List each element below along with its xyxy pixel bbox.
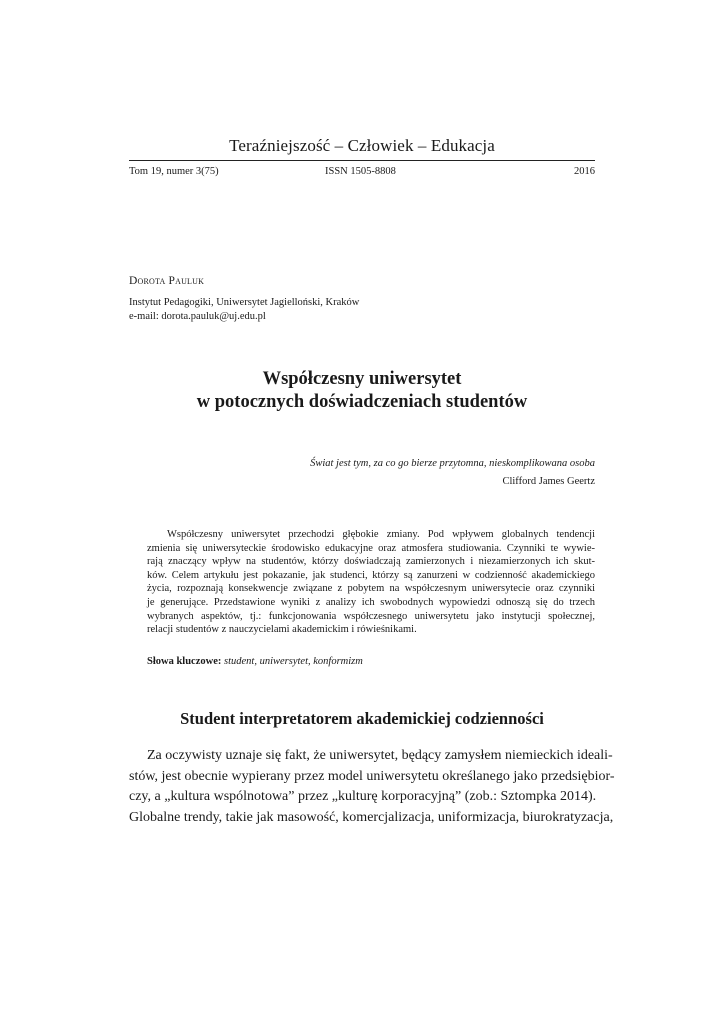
- body-line: czy, a „kultura wspólnotowa” przez „kulturę korporacyjną” (zob.: Sztompka 2014).: [129, 789, 597, 804]
- abstract-line: wybranych aspektów, tj.: funkcjonowania współczesnego uniwersytetu jako instytucji społecznej,: [147, 610, 595, 622]
- journal-title: Teraźniejszość – Człowiek – Edukacja: [229, 136, 495, 155]
- epigraph: [310, 455, 595, 491]
- epigraph-author: Clifford James Geertz: [502, 476, 595, 487]
- keywords: [147, 656, 363, 667]
- abstract-line: Współczesny uniwersytet przechodzi głębokie zmiany. Pod wpływem globalnych tendencji: [167, 529, 595, 540]
- publication-year: 2016: [574, 166, 595, 177]
- issue-info-row: [129, 166, 595, 180]
- article-title-line-1: Współczesny uniwersytet: [262, 369, 462, 389]
- body-line: stów, jest obecnie wypierany przez model uniwersytetu określanego jako przedsiębior-: [129, 768, 615, 784]
- epigraph-quote: Świat jest tym, za co go bierze przytomna, nieskomplikowana osoba: [310, 458, 595, 469]
- article-title: [129, 368, 595, 414]
- author-affiliation: Instytut Pedagogiki, Uniwersytet Jagielloński, Kraków: [129, 297, 360, 308]
- volume-number: Tom 19, numer 3(75): [129, 166, 219, 177]
- author-name: Dorota Pauluk: [129, 275, 205, 287]
- abstract-line: je generujące. Przedstawione wyniki z analizy ich swobodnych wypowiedzi odnoszą się do trzech: [147, 596, 595, 608]
- header-rule: [129, 160, 595, 161]
- author-affiliation-block: [129, 296, 359, 323]
- abstract-line: życia, rozpoznają konsekwencje związane z pobytem na współczesnym uniwersytecie oraz czynniki: [147, 583, 595, 595]
- abstract-line: rają znaczący wpływ na studentów, którzy doświadczają zamierzonych i niezamierzonych ich skut-: [147, 556, 595, 568]
- keywords-values: student, uniwersytet, konformizm: [224, 656, 363, 667]
- keywords-label: Słowa kluczowe:: [147, 656, 224, 667]
- author-email: e-mail: dorota.pauluk@uj.edu.pl: [129, 310, 266, 322]
- section-heading: Student interpretatorem akademickiej codzienności: [180, 709, 544, 728]
- abstract-line: zmienia się uniwersyteckie środowisko edukacyjne oraz atmosfera studiowania. Czynniki te wywie-: [147, 542, 595, 554]
- body-line: Globalne trendy, takie jak masowość, komercjalizacja, uniformizacja, biurokratyzacja,: [129, 809, 614, 825]
- abstract-line: ków. Celem artykułu jest pokazanie, jak studenci, którzy są zanurzeni w codzienność akademickiego: [147, 569, 595, 581]
- abstract-line: relacji studentów z nauczycielami akademickim i rówieśnikami.: [147, 624, 417, 636]
- abstract: [147, 528, 595, 637]
- body-paragraph: [129, 746, 615, 828]
- issn: ISSN 1505-8808: [325, 166, 396, 177]
- article-title-line-2: w potocznych doświadczeniach studentów: [196, 392, 528, 412]
- body-line: Za oczywisty uznaje się fakt, że uniwersytet, będący zamysłem niemieckich ideali-: [147, 748, 613, 763]
